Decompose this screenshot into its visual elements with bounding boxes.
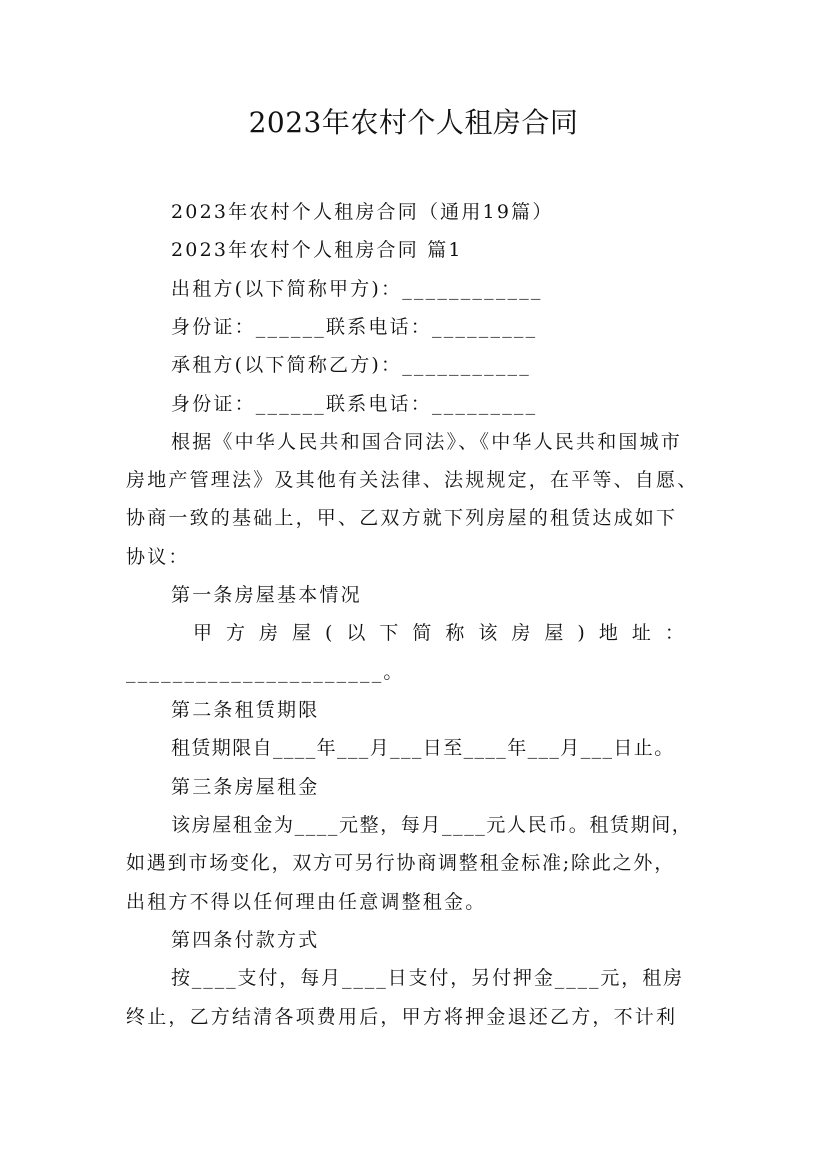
paragraph-line: 协商一致的基础上，甲、乙双方就下列房屋的租赁达成如下 bbox=[126, 507, 678, 529]
paragraph-line: 出租方(以下简称甲方)：____________ bbox=[171, 278, 543, 300]
document-title: 2023年农村个人租房合同 bbox=[248, 106, 579, 139]
clause-heading: 第四条付款方式 bbox=[171, 929, 320, 951]
paragraph-line: 终止，乙方结清各项费用后，甲方将押金退还乙方，不计利 bbox=[126, 1006, 678, 1028]
document-subtitle: 2023年农村个人租房合同（通用19篇） bbox=[171, 201, 554, 223]
paragraph-line: 按____支付，每月____日支付，另付押金____元，租房 bbox=[171, 967, 685, 989]
paragraph-line: 承租方(以下简称乙方)：___________ bbox=[171, 354, 531, 376]
clause-heading: 第三条房屋租金 bbox=[171, 776, 320, 798]
paragraph-line: ______________________。 bbox=[126, 661, 405, 683]
paragraph-line: 根据《中华人民共和国合同法》、《中华人民共和国城市 bbox=[171, 431, 683, 453]
section-heading: 2023年农村个人租房合同 篇1 bbox=[171, 239, 463, 261]
paragraph-line: 租赁期限自____年___月___日至____年___月___日止。 bbox=[171, 737, 675, 759]
clause-heading: 第一条房屋基本情况 bbox=[171, 584, 362, 606]
clause-heading: 第二条租赁期限 bbox=[171, 699, 320, 721]
paragraph-line: 协议： bbox=[126, 546, 190, 568]
paragraph-line: 身份证：______联系电话：_________ bbox=[171, 316, 538, 338]
paragraph-line: 房地产管理法》及其他有关法律、法规规定，在平等、自愿、 bbox=[126, 469, 699, 491]
paragraph-line: 如遇到市场变化，双方可另行协商调整租金标准;除此之外， bbox=[126, 852, 676, 874]
paragraph-line: 出租方不得以任何理由任意调整租金。 bbox=[126, 891, 487, 913]
paragraph-line: 身份证：______联系电话：_________ bbox=[171, 393, 538, 415]
paragraph-line: 该房屋租金为____元整，每月____元人民币。租赁期间， bbox=[171, 814, 693, 836]
paragraph-line: 甲方房屋(以下简称该房屋)地址： bbox=[193, 622, 698, 644]
